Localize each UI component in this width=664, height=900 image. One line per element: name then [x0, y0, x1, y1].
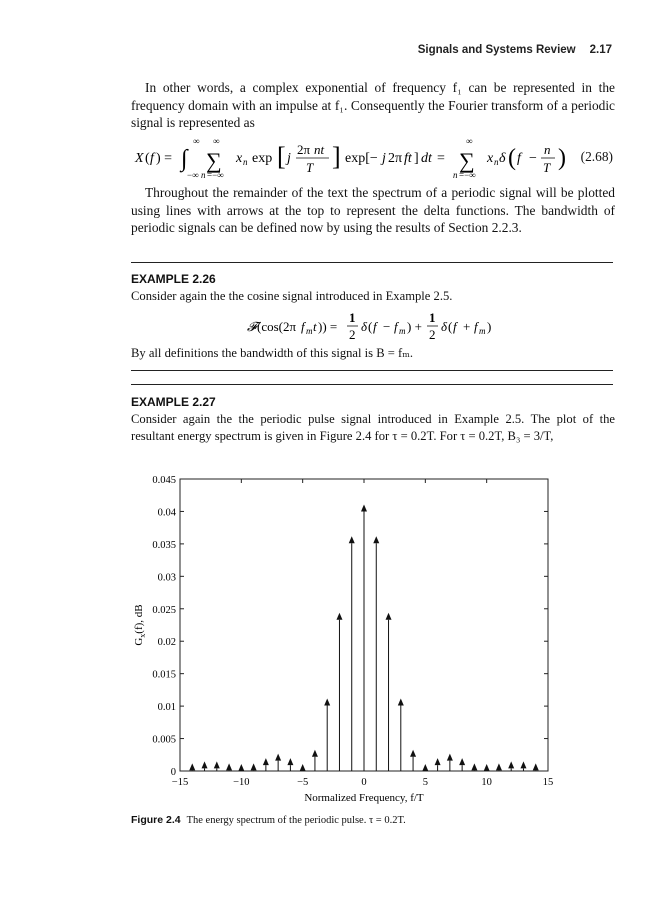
- svg-text:]: ]: [414, 151, 419, 166]
- page-number: 2.17: [589, 44, 612, 56]
- svg-text:2π: 2π: [297, 142, 311, 157]
- svg-text:n: n: [201, 170, 206, 180]
- y-tick-label: 0.025: [152, 604, 176, 616]
- y-axis-label: $G_x(f)$, dB: [133, 604, 147, 646]
- figure-caption: [131, 814, 406, 826]
- x-tick-label: −5: [297, 777, 309, 788]
- svg-text:f: f: [150, 151, 154, 166]
- delta-arrowhead: [300, 764, 306, 771]
- delta-arrowhead: [336, 613, 342, 620]
- svg-text:m: m: [479, 326, 486, 336]
- y-tick-label: 0.035: [152, 539, 176, 551]
- svg-text:∞: ∞: [466, 136, 473, 146]
- svg-text:T: T: [306, 160, 314, 175]
- x-axis-label: Normalized Frequency, f/T: [304, 792, 424, 804]
- svg-text:2: 2: [429, 327, 436, 342]
- delta-arrowhead: [263, 758, 269, 765]
- svg-text:2π: 2π: [388, 151, 403, 166]
- svg-text:n: n: [544, 142, 551, 157]
- svg-text:j: j: [287, 151, 291, 166]
- delta-arrowhead: [410, 750, 416, 757]
- delta-arrowhead: [508, 761, 514, 768]
- x-tick-label: −15: [171, 777, 189, 788]
- svg-text:f: f: [517, 151, 521, 166]
- svg-text:) =: ) =: [156, 151, 173, 166]
- svg-text:=: =: [437, 151, 445, 166]
- svg-text:X: X: [135, 151, 144, 166]
- svg-text:j: j: [382, 151, 386, 166]
- y-tick-label: 0.005: [152, 734, 176, 746]
- x-tick-label: 15: [542, 777, 554, 788]
- svg-text:nt: nt: [314, 142, 325, 157]
- svg-text:δ: δ: [441, 319, 448, 334]
- equation-number: (2.68): [580, 149, 613, 164]
- svg-text:δ: δ: [361, 319, 368, 334]
- svg-text:∫: ∫: [181, 146, 188, 172]
- svg-text:(: (: [508, 145, 516, 171]
- delta-arrowhead: [324, 698, 330, 705]
- svg-text:f: f: [453, 319, 457, 334]
- figure-label: Figure 2.4: [131, 814, 181, 826]
- svg-text:ft: ft: [404, 151, 412, 166]
- svg-text:1: 1: [429, 310, 436, 325]
- svg-text:f: f: [373, 319, 377, 334]
- x-tick-label: 5: [422, 777, 428, 788]
- y-tick-label: 0.02: [157, 637, 176, 649]
- y-tick-label: 0.015: [152, 669, 176, 681]
- delta-arrowhead: [189, 763, 195, 770]
- svg-text:n: n: [453, 170, 458, 180]
- svg-text:−: −: [383, 319, 391, 334]
- y-tick-label: 0: [170, 767, 176, 778]
- delta-arrowhead: [226, 763, 232, 770]
- delta-arrowhead: [435, 758, 441, 765]
- delta-arrowhead: [533, 763, 539, 770]
- delta-arrowhead: [238, 764, 244, 771]
- delta-arrowhead: [398, 698, 404, 705]
- svg-text:f: f: [394, 319, 398, 334]
- delta-arrowhead: [275, 754, 281, 761]
- delta-arrowhead: [287, 758, 293, 765]
- delta-arrowhead: [496, 763, 502, 770]
- example-2-26-title: EXAMPLE 2.26: [131, 272, 216, 286]
- y-tick-label: 0.01: [157, 702, 176, 714]
- svg-text:2: 2: [349, 327, 356, 342]
- svg-text:m: m: [399, 326, 406, 336]
- delta-arrowhead: [386, 613, 392, 620]
- delta-arrowhead: [459, 758, 465, 765]
- svg-text:(cos(2π: (cos(2π: [257, 319, 297, 334]
- x-tick-label: 10: [481, 777, 492, 788]
- svg-text:n: n: [243, 157, 248, 167]
- delta-arrowhead: [312, 750, 318, 757]
- example-2-26-conclusion: By all definitions the bandwidth of this signal is B = fₘ.: [131, 346, 414, 360]
- svg-text:−∞: −∞: [187, 170, 199, 180]
- y-axis-ticks: [152, 475, 548, 778]
- svg-text:𝓕: 𝓕: [247, 319, 257, 334]
- svg-text:dt: dt: [421, 151, 432, 166]
- delta-arrowhead: [202, 761, 208, 768]
- svg-text:x: x: [236, 151, 243, 166]
- svg-text:t: t: [313, 319, 317, 334]
- svg-text:∑: ∑: [459, 148, 475, 173]
- paragraph-1-text: In other words, a complex exponential of frequency f₁ can be represented in the frequency domain with an impulse at f₁. Consequently the Fourier transform of a periodic signal is represented as: [131, 80, 615, 130]
- figure-caption-text: The energy spectrum of the periodic pulse. τ = 0.2T.: [186, 815, 406, 826]
- svg-text:(: (: [368, 319, 373, 334]
- svg-text:1: 1: [349, 310, 356, 325]
- svg-text:) +: ) +: [407, 319, 422, 334]
- svg-text:=−∞: =−∞: [207, 170, 224, 180]
- svg-text:∞: ∞: [193, 136, 200, 146]
- delta-arrowhead: [471, 763, 477, 770]
- y-tick-label: 0.04: [157, 507, 176, 519]
- example-2-27-title: EXAMPLE 2.27: [131, 395, 216, 409]
- delta-arrowhead: [422, 764, 428, 771]
- svg-text:=−∞: =−∞: [459, 170, 476, 180]
- svg-text:f: f: [474, 319, 478, 334]
- delta-arrowhead: [251, 763, 257, 770]
- svg-text:exp: exp: [252, 151, 273, 166]
- y-tick-label: 0.03: [157, 572, 176, 584]
- svg-text:(: (: [145, 151, 150, 166]
- svg-text:f: f: [301, 319, 305, 334]
- spectrum-stems: [189, 504, 538, 771]
- svg-text:δ: δ: [499, 151, 506, 166]
- svg-text:x: x: [487, 151, 494, 166]
- svg-text:+: +: [463, 319, 471, 334]
- example-2-26-text: Consider again the the cosine signal introduced in Example 2.5.: [131, 289, 453, 303]
- delta-arrowhead: [214, 761, 220, 768]
- svg-text:): ): [487, 319, 492, 334]
- svg-text:n: n: [494, 157, 499, 167]
- delta-arrowhead: [349, 536, 355, 543]
- svg-text:): ): [558, 145, 566, 171]
- y-tick-label: 0.045: [152, 475, 176, 486]
- svg-text:]: ]: [332, 142, 341, 171]
- delta-arrowhead: [447, 754, 453, 761]
- svg-text:∞: ∞: [213, 136, 220, 146]
- example-2-27-text: Consider again the the periodic pulse signal introduced in Example 2.5. The plot of the resultant energy spectrum is given in Figure 2.4 for τ = 0.2T. For τ = 0.2T, B₃ = 3/T,: [131, 412, 615, 443]
- svg-text:)) =: )) =: [318, 319, 338, 334]
- paragraph-2-text: Throughout the remainder of the text the spectrum of a periodic signal will be plotted using lines with arrows at the top to represent the delta functions. The bandwidth of periodic signals can be defined now by using the results of Section 2.2.3.: [131, 185, 615, 235]
- delta-arrowhead: [361, 504, 367, 511]
- x-tick-label: 0: [361, 777, 367, 788]
- x-tick-label: −10: [233, 777, 250, 788]
- svg-text:[: [: [277, 142, 286, 171]
- delta-arrowhead: [520, 761, 526, 768]
- delta-arrowhead: [373, 536, 379, 543]
- svg-text:−: −: [529, 151, 537, 166]
- svg-text:exp[−: exp[−: [345, 151, 378, 166]
- svg-text:m: m: [306, 326, 313, 336]
- svg-text:(: (: [448, 319, 453, 334]
- delta-arrowhead: [484, 764, 490, 771]
- x-axis-ticks: [172, 479, 553, 788]
- header-title: Signals and Systems Review: [417, 44, 576, 56]
- svg-text:T: T: [543, 160, 551, 175]
- svg-text:∑: ∑: [206, 148, 222, 173]
